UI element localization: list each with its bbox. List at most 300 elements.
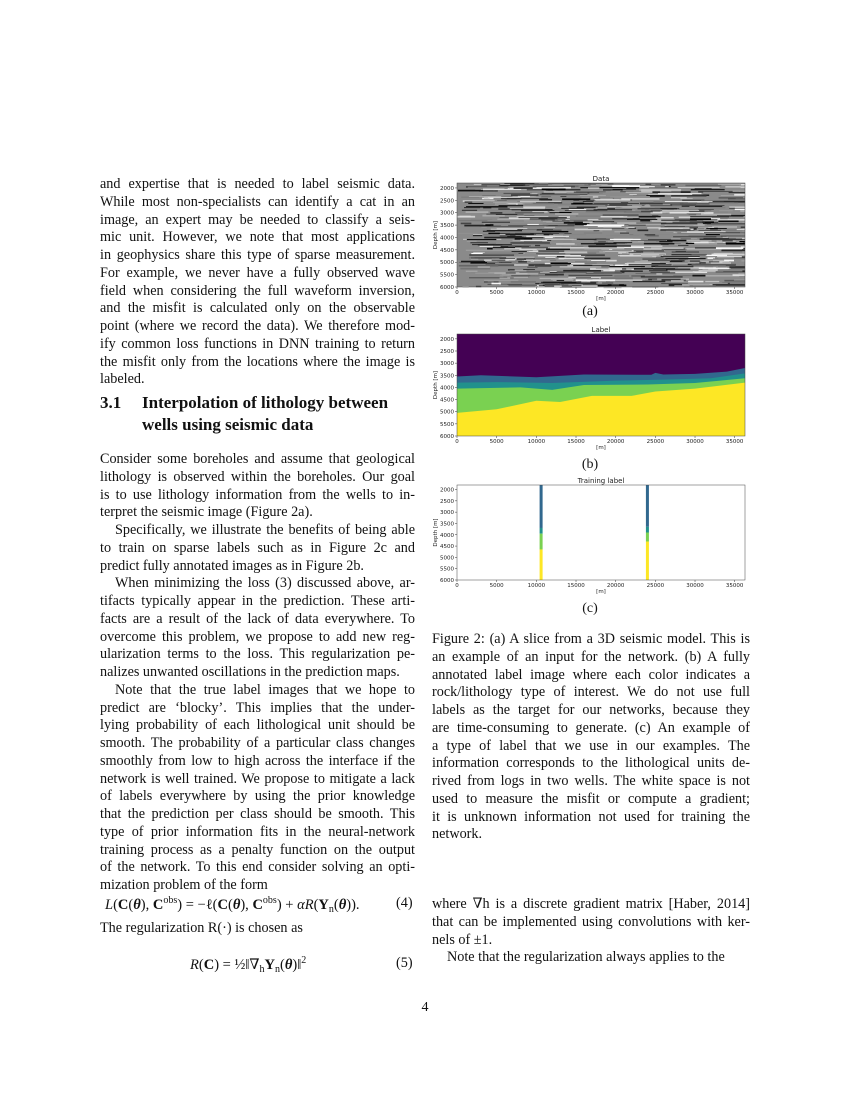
reflector bbox=[588, 228, 624, 229]
reflector bbox=[671, 197, 687, 199]
reflector bbox=[718, 220, 738, 222]
reflector bbox=[525, 185, 561, 186]
reflector bbox=[613, 242, 632, 243]
paragraph-intro bbox=[100, 176, 415, 389]
reflector bbox=[680, 198, 692, 199]
reflector bbox=[549, 235, 563, 236]
x-tick-label: 30000 bbox=[686, 290, 704, 296]
reflector bbox=[598, 218, 612, 220]
reflector bbox=[678, 187, 720, 188]
reflector bbox=[695, 206, 722, 207]
text-line: the misfit only from the locations where the image is bbox=[100, 353, 415, 370]
figure-2b-label: (b) bbox=[581, 457, 599, 472]
text-line: predict are ‘blocky’. This implies that the under- bbox=[100, 699, 415, 716]
reflector bbox=[544, 227, 555, 228]
math-token: ( bbox=[333, 897, 339, 913]
reflector bbox=[583, 221, 593, 223]
reflector bbox=[466, 250, 506, 251]
reflector bbox=[518, 203, 554, 204]
reflector bbox=[584, 248, 624, 250]
reflector bbox=[662, 210, 699, 211]
math-token: ( bbox=[280, 957, 285, 973]
reflector bbox=[712, 226, 737, 228]
plot-frame bbox=[457, 485, 745, 580]
reflector bbox=[641, 254, 659, 256]
y-tick-label: 2500 bbox=[440, 498, 454, 505]
reflector bbox=[643, 248, 661, 250]
reflector bbox=[535, 266, 551, 267]
reflector bbox=[562, 220, 570, 222]
reflector bbox=[671, 254, 691, 255]
reflector bbox=[682, 284, 709, 285]
x-axis-label: [m] bbox=[596, 589, 606, 595]
reflector bbox=[504, 193, 533, 194]
reflector bbox=[518, 217, 560, 218]
reflector bbox=[478, 267, 490, 268]
x-tick-label: 30000 bbox=[686, 439, 704, 445]
reflector bbox=[609, 204, 627, 206]
chart-title: Training label bbox=[577, 477, 625, 485]
reflector bbox=[592, 264, 613, 265]
reflector bbox=[661, 220, 697, 221]
reflector bbox=[729, 267, 745, 269]
reflector bbox=[655, 266, 693, 268]
reflector bbox=[462, 210, 477, 211]
text-line: image, an expert may be needed to classify a seis- bbox=[100, 211, 415, 228]
reflector bbox=[485, 224, 493, 226]
text-line: ify common loss functions in DNN training to return bbox=[100, 335, 415, 352]
reflector bbox=[599, 187, 639, 188]
text-line: that can be implemented using convolutions with ker- bbox=[432, 913, 750, 930]
y-tick-label: 3500 bbox=[440, 373, 454, 380]
well-2-segment bbox=[646, 542, 649, 580]
right-column-body bbox=[432, 896, 750, 967]
reflector bbox=[551, 279, 574, 280]
y-tick-label: 2500 bbox=[440, 198, 454, 205]
reflector bbox=[596, 207, 608, 208]
well-1-segment bbox=[540, 485, 543, 528]
text-line: Note that the regularization always applies to the bbox=[447, 949, 725, 966]
math-token: ) + bbox=[276, 897, 298, 913]
reflector bbox=[538, 250, 564, 252]
text-line: are time-consuming to generate. (c) An example of bbox=[432, 719, 750, 736]
reflector bbox=[661, 244, 669, 245]
reflector bbox=[557, 256, 565, 257]
reflector bbox=[629, 194, 637, 195]
reflector bbox=[560, 196, 566, 197]
equation-5-number: (5) bbox=[396, 955, 413, 971]
reflector bbox=[508, 284, 536, 286]
text-line: Specifically, we illustrate the benefits of being able bbox=[115, 522, 415, 538]
reflector bbox=[570, 256, 585, 257]
text-line: it is unknown information not used for training the bbox=[432, 808, 750, 825]
reflector bbox=[626, 191, 641, 192]
equation-4-number: (4) bbox=[396, 895, 413, 911]
y-axis-label: Depth [m] bbox=[433, 370, 439, 400]
text-line: mization problem of the form bbox=[100, 877, 268, 893]
reflector bbox=[513, 240, 522, 241]
figure-2c-label: (c) bbox=[582, 601, 598, 616]
math-token: θ bbox=[284, 957, 293, 973]
text-line: point (where we record the data). We therefore mod- bbox=[100, 318, 415, 334]
reflector bbox=[618, 252, 628, 253]
figure-2b bbox=[420, 323, 760, 475]
reflector bbox=[610, 196, 650, 198]
math-token: )). bbox=[346, 897, 360, 913]
section-heading bbox=[100, 392, 388, 435]
reflector bbox=[633, 218, 640, 220]
reflector bbox=[704, 232, 740, 233]
reflector bbox=[583, 201, 594, 202]
reflector bbox=[634, 251, 665, 252]
y-tick-label: 3000 bbox=[440, 361, 454, 368]
reflector bbox=[518, 261, 527, 262]
reflector bbox=[472, 201, 517, 203]
y-tick-label: 2000 bbox=[440, 185, 454, 192]
section-title-line1: Interpolation of lithology between bbox=[142, 393, 389, 412]
math-token: n bbox=[328, 904, 334, 915]
math-token: θ bbox=[338, 897, 347, 913]
reflector bbox=[739, 241, 745, 242]
reflector bbox=[688, 257, 699, 258]
reflector bbox=[483, 231, 495, 232]
reflector bbox=[520, 201, 561, 202]
math-token: 2 bbox=[301, 955, 307, 966]
reflector bbox=[693, 271, 701, 272]
reflector bbox=[741, 184, 745, 185]
reflector bbox=[523, 226, 540, 228]
reflector bbox=[508, 269, 515, 270]
reflector bbox=[707, 223, 745, 225]
x-tick-label: 25000 bbox=[646, 583, 665, 589]
text-line: Consider some boreholes and assume that geological bbox=[100, 451, 415, 467]
reflector bbox=[514, 264, 528, 265]
reflector bbox=[571, 246, 583, 247]
reflector bbox=[469, 196, 501, 197]
reflector bbox=[706, 228, 727, 229]
reflector bbox=[609, 266, 645, 267]
reflector bbox=[626, 227, 634, 228]
figure-caption bbox=[432, 631, 750, 844]
reflector bbox=[482, 222, 510, 223]
reflector bbox=[470, 262, 487, 263]
reflector bbox=[642, 259, 667, 260]
reflector bbox=[632, 205, 642, 206]
reflector bbox=[601, 216, 624, 217]
math-token: C bbox=[203, 957, 215, 973]
reflector bbox=[511, 281, 536, 282]
reflector bbox=[631, 240, 664, 241]
math-token: obs bbox=[262, 895, 277, 906]
reflector bbox=[700, 238, 743, 240]
text-line: ularization terms to the loss. This regularization pe- bbox=[100, 646, 415, 663]
y-tick-label: 3500 bbox=[440, 521, 454, 528]
reflector bbox=[733, 190, 745, 191]
text-line: of the network. To this end consider solving an opti- bbox=[100, 859, 415, 876]
reflector bbox=[712, 254, 745, 255]
text-line: Note that the true label images that we hope to bbox=[115, 681, 415, 698]
reflector bbox=[721, 236, 745, 237]
reflector bbox=[550, 271, 557, 272]
reflector bbox=[734, 279, 745, 280]
reflector bbox=[633, 237, 667, 239]
well-1-segment bbox=[540, 549, 543, 580]
reflector bbox=[483, 234, 500, 235]
reflector bbox=[559, 233, 564, 234]
reflector bbox=[660, 229, 690, 230]
reflector bbox=[467, 241, 477, 242]
reflector bbox=[459, 265, 499, 267]
reflector bbox=[726, 265, 736, 266]
reflector bbox=[641, 276, 683, 277]
reflector bbox=[711, 218, 720, 220]
chart-title: Data bbox=[592, 175, 610, 183]
reflector bbox=[733, 274, 745, 276]
math-token: ), bbox=[140, 897, 153, 913]
x-tick-label: 0 bbox=[455, 583, 459, 589]
text-line: is to use lithology information from the wells to in- bbox=[100, 486, 415, 503]
reflector bbox=[737, 229, 745, 230]
math-token: obs bbox=[163, 895, 178, 906]
reflector bbox=[695, 188, 712, 189]
reflector bbox=[665, 201, 709, 202]
y-tick-label: 5500 bbox=[440, 421, 454, 428]
text-line: When minimizing the loss (3) discussed above, ar- bbox=[115, 575, 415, 592]
text-line: that the prediction per class should be smooth. This bbox=[100, 806, 415, 822]
paragraph-body bbox=[100, 451, 415, 895]
reflector bbox=[544, 191, 574, 192]
reflector bbox=[594, 221, 613, 222]
text-line: information corresponds to the lithological units de- bbox=[432, 755, 750, 772]
text-line: tifacts typically appear in the prediction. These arti- bbox=[100, 593, 415, 609]
reflector bbox=[484, 203, 523, 204]
x-tick-label: 25000 bbox=[646, 290, 665, 296]
math-token: ( bbox=[227, 897, 233, 913]
y-tick-label: 4000 bbox=[440, 532, 454, 539]
reflector bbox=[509, 261, 533, 262]
text-line: to train on sparse labels such as in Figure 2c and bbox=[100, 539, 415, 556]
x-tick-label: 35000 bbox=[725, 439, 744, 445]
reflector bbox=[601, 277, 633, 279]
reflector bbox=[550, 211, 560, 212]
text-line: smoothly from low to high across the interface if the bbox=[100, 752, 415, 769]
text-line: mic unit. However, we note that most applications bbox=[100, 229, 415, 246]
reflector bbox=[539, 224, 568, 225]
training-label-plot bbox=[420, 474, 760, 604]
reflector bbox=[554, 286, 562, 287]
reflector bbox=[579, 186, 613, 188]
math-token: ( bbox=[113, 897, 118, 913]
left-column-body bbox=[100, 451, 415, 895]
reflector bbox=[670, 271, 695, 272]
math-token: L bbox=[105, 897, 114, 913]
reflector bbox=[659, 241, 672, 242]
reflector bbox=[483, 253, 519, 255]
y-tick-label: 5000 bbox=[440, 260, 454, 267]
reflector bbox=[510, 242, 550, 243]
text-line: smooth. The probability of a particular class changes bbox=[100, 735, 415, 751]
reflector bbox=[594, 272, 622, 274]
reflector bbox=[682, 200, 704, 202]
reflector bbox=[555, 213, 578, 214]
reflector bbox=[706, 234, 720, 235]
reflector bbox=[556, 243, 575, 244]
reflector bbox=[606, 235, 640, 236]
x-tick-label: 15000 bbox=[567, 439, 585, 445]
reflector bbox=[490, 212, 502, 213]
reflector bbox=[698, 230, 721, 231]
reflector bbox=[504, 250, 533, 251]
reflector bbox=[717, 256, 745, 258]
x-tick-label: 5000 bbox=[489, 439, 504, 445]
reflector bbox=[726, 243, 745, 245]
reflector bbox=[460, 268, 490, 270]
reflector bbox=[590, 268, 622, 269]
reflector bbox=[499, 217, 509, 218]
x-tick-label: 10000 bbox=[527, 439, 546, 445]
text-line: a type of label that we use in our examples. The bbox=[432, 737, 750, 754]
reflector bbox=[570, 261, 606, 262]
reflector bbox=[629, 264, 672, 266]
reflector bbox=[491, 229, 497, 230]
math-token: ( bbox=[313, 897, 319, 913]
reflector bbox=[538, 229, 553, 230]
reflector bbox=[730, 283, 745, 284]
math-token: C bbox=[152, 897, 164, 913]
math-token: h bbox=[259, 964, 265, 975]
reflector bbox=[568, 275, 612, 276]
text-line: nalizes unwanted oscillations in the prediction maps. bbox=[100, 664, 400, 680]
reflector bbox=[698, 209, 713, 210]
reflector bbox=[690, 255, 706, 256]
reflector bbox=[742, 252, 745, 253]
reflector bbox=[620, 232, 629, 233]
y-tick-label: 4000 bbox=[440, 385, 454, 392]
math-token: R bbox=[190, 957, 199, 973]
reflector bbox=[661, 184, 676, 185]
reflector bbox=[512, 209, 553, 210]
y-tick-label: 4500 bbox=[440, 397, 454, 404]
reflector bbox=[647, 227, 689, 228]
reflector bbox=[705, 281, 719, 282]
reflector bbox=[671, 280, 684, 281]
reflector bbox=[471, 219, 493, 220]
text-line: network. bbox=[432, 826, 483, 843]
reflector bbox=[603, 214, 639, 216]
reflector bbox=[742, 230, 745, 231]
reflector bbox=[542, 231, 568, 232]
reflector bbox=[665, 258, 705, 259]
reflector bbox=[621, 202, 628, 203]
reflector bbox=[685, 185, 721, 187]
reflector bbox=[530, 218, 558, 219]
y-tick-label: 6000 bbox=[440, 434, 454, 440]
math-token: )‖ bbox=[292, 957, 302, 973]
reflector bbox=[530, 276, 558, 277]
reflector bbox=[592, 204, 607, 205]
equation-4 bbox=[105, 895, 360, 915]
reflector bbox=[540, 278, 573, 279]
reflector bbox=[499, 205, 524, 206]
reflector bbox=[655, 186, 665, 187]
math-token: Y bbox=[264, 957, 276, 973]
label-plot bbox=[420, 323, 760, 453]
reflector bbox=[500, 278, 511, 279]
y-tick-label: 6000 bbox=[440, 578, 454, 584]
reflector bbox=[495, 204, 516, 205]
x-tick-label: 10000 bbox=[527, 290, 546, 296]
reflector bbox=[678, 245, 688, 246]
regularization-text: The regularization R(·) is chosen as bbox=[100, 920, 303, 936]
math-token: ½ bbox=[234, 957, 246, 973]
chart-title: Label bbox=[591, 326, 611, 334]
reflector bbox=[614, 231, 626, 232]
reflector bbox=[576, 278, 599, 279]
reflector bbox=[575, 229, 612, 231]
x-tick-label: 35000 bbox=[725, 583, 744, 589]
reflector bbox=[718, 266, 726, 267]
reflector bbox=[550, 247, 589, 248]
x-tick-label: 5000 bbox=[489, 583, 504, 589]
reflector bbox=[635, 261, 670, 262]
reflector bbox=[572, 240, 595, 241]
reflector bbox=[487, 248, 493, 250]
math-token: ), bbox=[240, 897, 253, 913]
reflector bbox=[709, 202, 735, 203]
section-number: 3.1 bbox=[100, 393, 122, 412]
reflector bbox=[620, 207, 640, 208]
reflector bbox=[611, 284, 619, 285]
reflector bbox=[507, 277, 528, 278]
reflector bbox=[483, 207, 491, 208]
reflector bbox=[526, 236, 569, 237]
x-tick-label: 20000 bbox=[606, 583, 625, 589]
y-tick-label: 4500 bbox=[440, 247, 454, 254]
reflector bbox=[484, 280, 518, 281]
reflector bbox=[631, 275, 644, 276]
reflector bbox=[740, 211, 745, 212]
text-line: training process as a penalty function on the output bbox=[100, 841, 415, 858]
reflector bbox=[539, 199, 552, 200]
reflector bbox=[578, 195, 606, 196]
reflector bbox=[598, 281, 606, 282]
reflector bbox=[508, 246, 515, 247]
reflector bbox=[640, 220, 650, 221]
reflector bbox=[464, 207, 480, 208]
reflector bbox=[514, 187, 533, 188]
page-number: 4 bbox=[421, 1000, 429, 1015]
reflector bbox=[493, 247, 515, 248]
reflector bbox=[562, 198, 590, 200]
x-tick-label: 0 bbox=[455, 290, 459, 296]
reflector bbox=[548, 183, 591, 184]
text-line: and the misfit is calculated only on the observable bbox=[100, 300, 415, 317]
reflector bbox=[672, 252, 699, 253]
math-token: ( bbox=[128, 897, 134, 913]
math-token: αR bbox=[297, 897, 314, 913]
y-tick-label: 2000 bbox=[440, 487, 454, 494]
reflector bbox=[645, 184, 651, 185]
reflector bbox=[648, 194, 692, 195]
text-line: annotated label image where each color indicates a bbox=[432, 666, 750, 683]
x-axis-label: [m] bbox=[596, 296, 606, 302]
reflector bbox=[673, 222, 703, 223]
reflector bbox=[602, 283, 613, 284]
reflector bbox=[484, 237, 523, 239]
text-line: type of prior information fits in the neural-network bbox=[100, 823, 415, 840]
reflector bbox=[515, 212, 544, 213]
reflector bbox=[584, 232, 602, 234]
